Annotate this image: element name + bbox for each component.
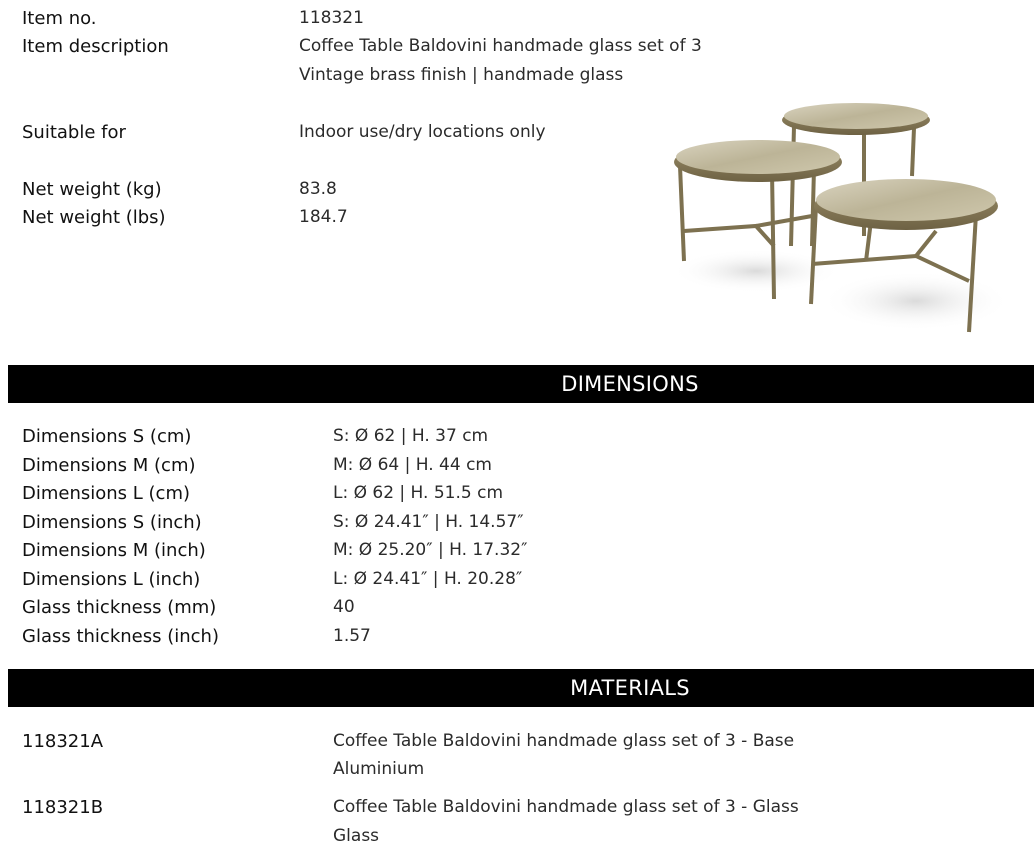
dimension-value: L: Ø 62 | H. 51.5 cm	[333, 483, 504, 503]
dimension-value: L: Ø 24.41″ | H. 20.28″	[333, 569, 523, 589]
dimension-label: Dimensions S (inch)	[22, 512, 202, 533]
dimension-label: Dimensions S (cm)	[22, 426, 192, 447]
suitable-for-value: Indoor use/dry locations only	[299, 122, 546, 142]
material-description: Coffee Table Baldovini handmade glass set of 3 - Glass	[333, 797, 799, 817]
net-weight-lbs-value: 184.7	[299, 207, 348, 227]
dimension-value: 40	[333, 597, 355, 617]
dimension-value: S: Ø 24.41″ | H. 14.57″	[333, 512, 524, 532]
dimension-label: Dimensions M (inch)	[22, 540, 206, 561]
item-description-line1: Coffee Table Baldovini handmade glass set of 3	[299, 36, 702, 56]
material-name: Aluminium	[333, 759, 425, 779]
dimension-value: M: Ø 25.20″ | H. 17.32″	[333, 540, 528, 560]
dimension-label: Glass thickness (inch)	[22, 626, 219, 647]
item-no-value: 118321	[299, 8, 364, 28]
dimension-label: Dimensions M (cm)	[22, 455, 196, 476]
item-description-line2: Vintage brass finish | handmade glass	[299, 65, 624, 85]
item-no-label: Item no.	[22, 8, 97, 29]
material-description: Coffee Table Baldovini handmade glass set of 3 - Base	[333, 731, 795, 751]
material-code: 118321A	[22, 731, 104, 752]
item-description-label: Item description	[22, 36, 169, 57]
dimension-label: Dimensions L (cm)	[22, 483, 191, 504]
dimension-label: Dimensions L (inch)	[22, 569, 201, 590]
product-image	[666, 96, 1012, 342]
material-name: Glass	[333, 826, 380, 846]
net-weight-lbs-label: Net weight (lbs)	[22, 207, 166, 228]
net-weight-kg-label: Net weight (kg)	[22, 179, 162, 200]
suitable-for-label: Suitable for	[22, 122, 126, 143]
dimension-value: S: Ø 62 | H. 37 cm	[333, 426, 489, 446]
dimension-label: Glass thickness (mm)	[22, 597, 217, 618]
dimension-value: M: Ø 64 | H. 44 cm	[333, 455, 492, 475]
materials-title: MATERIALS	[570, 676, 690, 700]
materials-header-bar	[8, 669, 1034, 707]
material-code: 118321B	[22, 797, 104, 818]
dimension-value: 1.57	[333, 626, 371, 646]
dimensions-header-bar	[8, 365, 1034, 403]
net-weight-kg-value: 83.8	[299, 179, 337, 199]
dimensions-title: DIMENSIONS	[561, 372, 699, 396]
